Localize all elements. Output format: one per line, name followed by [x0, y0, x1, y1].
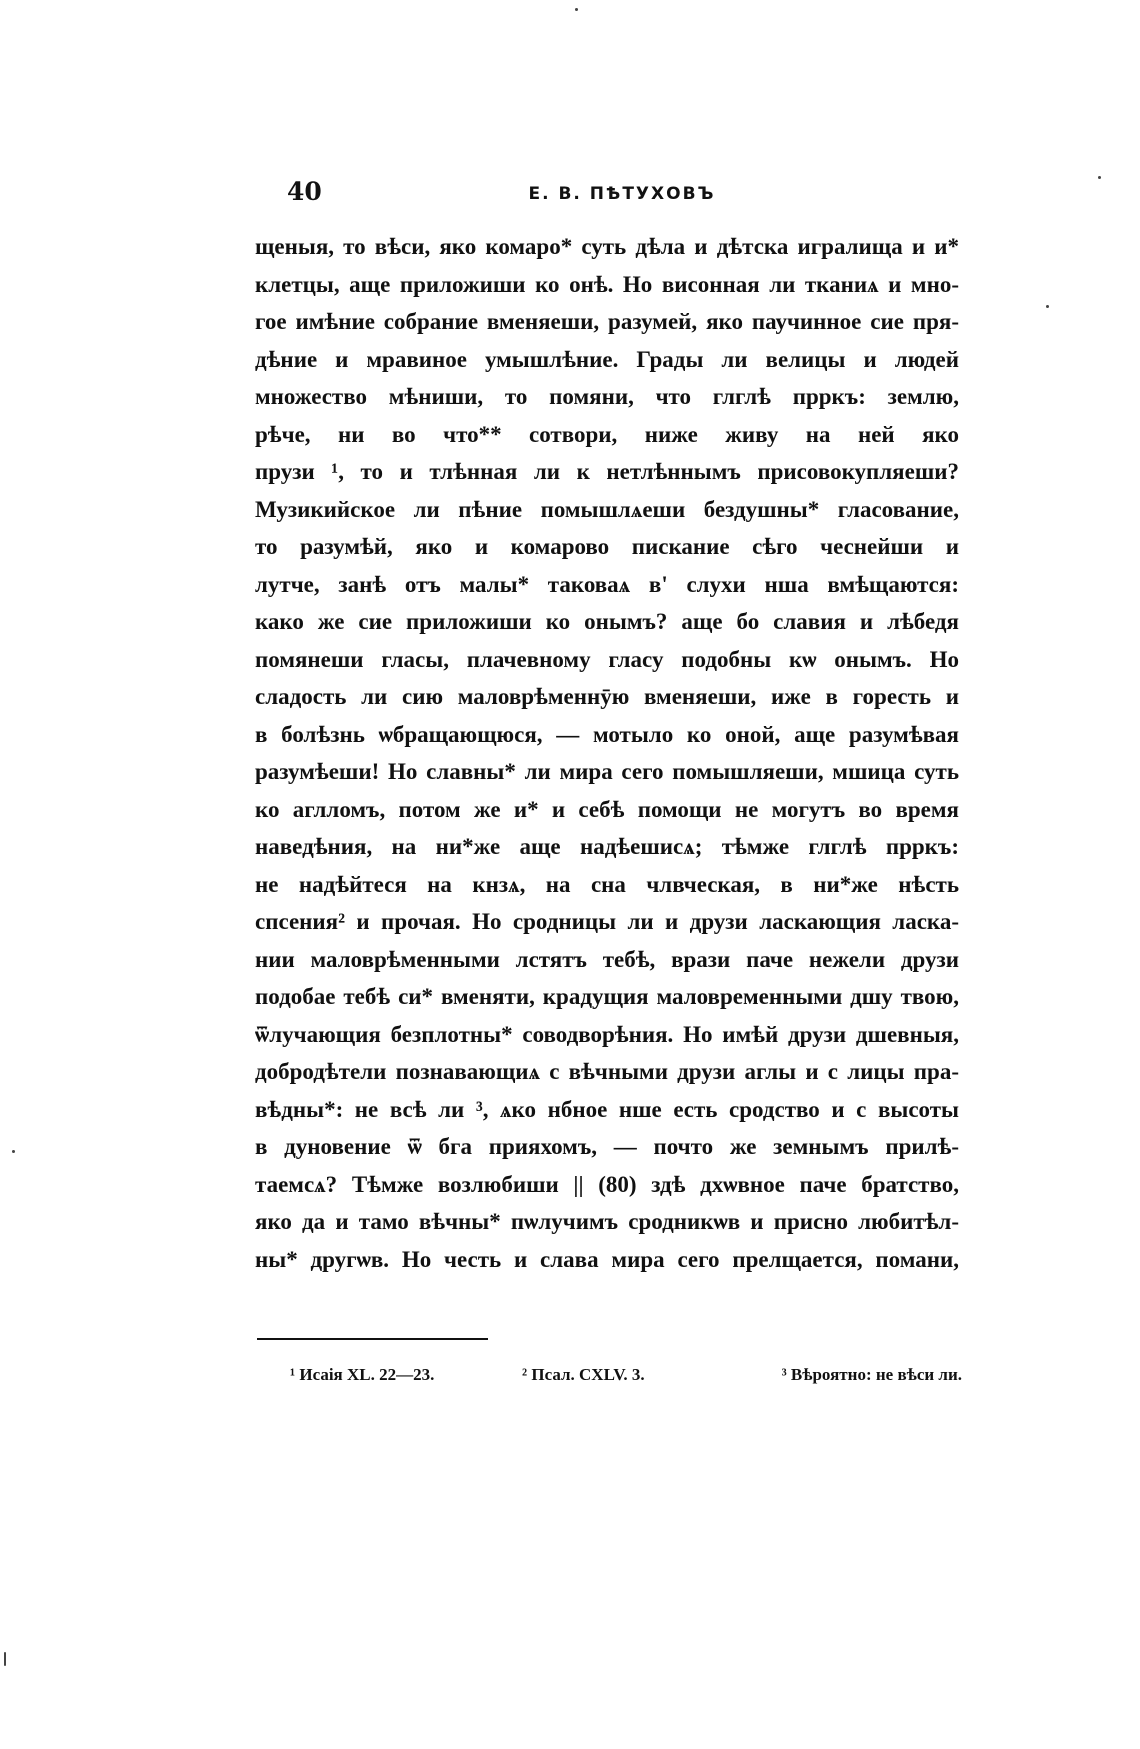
text-line: множество мѣниши, то помяни, что глглѣ прркъ: землю,	[255, 384, 959, 409]
page-header	[287, 177, 957, 213]
text-line: клетцы, аще приложиши ко онѣ. Но висонная ли тканиѧ и мно-	[255, 271, 959, 297]
text-line: спсения² и прочая. Но сродницы ли и друзи ласкающия ласка-	[255, 909, 959, 934]
text-line: помянеши гласы, плачевному гласу подобны кѡ онымъ. Но	[255, 646, 959, 672]
footnote-2: ² Псал. CXLV. 3.	[522, 1365, 645, 1384]
text-line: нии маловрѣменными лстятъ тебѣ, врази паче нежели друзи	[255, 946, 959, 972]
text-line: лутче, занѣ отъ малы* таковаѧ в' слухи нша вмѣщаются:	[255, 571, 959, 597]
main-text	[255, 228, 959, 1278]
text-line: ко аглломъ, потом же и* и себѣ помощи не могутъ во время	[255, 796, 959, 822]
text-line: не надѣйтеся на кнзѧ, на сна члвческая, в ни*же нѣсть	[255, 871, 959, 897]
text-line: вѣдны*: не всѣ ли ³, ѧко нбное нше есть сродство и с высоты	[255, 1096, 959, 1122]
scan-speck	[12, 1150, 15, 1153]
text-line: в болѣзнь ѡбращающюся, — мотыло ко оной, аще разумѣвая	[255, 721, 959, 747]
text-line: разумѣеши! Но славны* ли мира сего помышляеши, мшица суть	[255, 759, 959, 784]
text-line: яко да и тамо вѣчны* пѡлучимъ сродникѡв и присно любитѣл-	[255, 1209, 959, 1234]
text-line: сладость ли сию маловрѣменнӯю вменяеши, иже в горесть и	[255, 684, 959, 709]
footnote-1: ¹ Исаія XL. 22—23.	[290, 1365, 435, 1384]
text-line: Музикийское ли пѣние помышлѧеши бездушны* гласование,	[255, 496, 959, 522]
text-line: подобае тебѣ си* вменяти, крадущия маловременными дшу твою,	[255, 984, 959, 1009]
text-line: ны* другѡв. Но честь и слава мира сего прелщается, помани,	[255, 1246, 959, 1272]
scan-speck	[575, 8, 578, 11]
text-line: наведѣния, на ни*же аще надѣешисѧ; тѣмже глглѣ прркъ:	[255, 834, 959, 859]
page-number: 40	[287, 177, 322, 206]
scan-speck	[1046, 305, 1049, 308]
text-line: добродѣтели познавающиѧ с вѣчными друзи аглы и с лицы пра-	[255, 1059, 959, 1084]
running-head: Е. В. ПѢТУХОВЪ	[528, 184, 716, 204]
text-line: гое имѣние собрание вменяеши, разумей, яко паучинное сие пря-	[255, 309, 959, 334]
scan-speck	[4, 1652, 6, 1666]
text-line: то разумѣй, яко и комарово пискание сѣго чеснейши и	[255, 534, 959, 559]
text-line: таемсѧ? Тѣмже возлюбиши || (80) здѣ дхѡвное паче братство,	[255, 1171, 959, 1197]
text-line: ѿлучающия безплотны* соводворѣния. Но имѣй друзи дшевныя,	[255, 1021, 959, 1047]
footnotes	[290, 1365, 962, 1395]
text-line: дѣние и мравиное умышлѣние. Грады ли велицы и людей	[255, 346, 959, 372]
footnote-rule	[257, 1338, 488, 1340]
text-line: рѣче, ни во что** сотвори, ниже живу на ней яко	[255, 421, 959, 447]
text-line: щеныя, то вѣси, яко комаро* суть дѣла и дѣтска игралища и и*	[255, 234, 959, 259]
footnote-3: ³ Вѣроятно: не вѣси ли.	[781, 1365, 962, 1384]
text-line: како же сие приложиши ко онымъ? аще бо славия и лѣбедя	[255, 609, 959, 634]
scan-speck	[1098, 176, 1101, 179]
text-line: прузи ¹, то и тлѣнная ли к нетлѣннымъ присовокупляеши?	[255, 459, 959, 484]
text-line: в дуновение ѿ бга прияхомъ, — почто же земнымъ прилѣ-	[255, 1134, 959, 1159]
